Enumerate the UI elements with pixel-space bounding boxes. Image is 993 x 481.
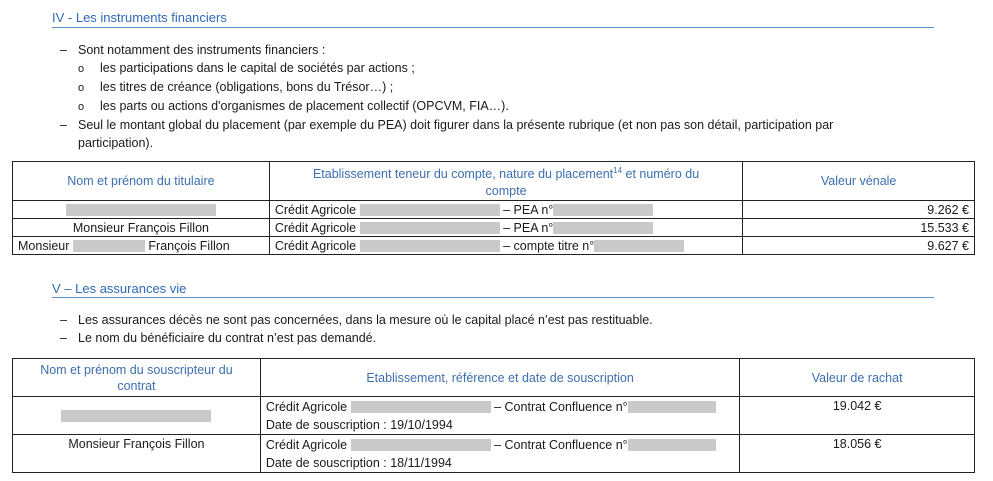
section-4-title: IV - Les instruments financiers <box>52 10 227 25</box>
table-header-row <box>13 359 975 397</box>
redaction-block <box>61 410 211 422</box>
circle-bullet-icon: o <box>78 82 85 94</box>
bullet-item: les participations dans le capital de sociétés par actions ; <box>100 61 415 75</box>
dash-bullet: – <box>60 43 67 57</box>
section-5-rule <box>52 297 934 298</box>
table-row <box>13 201 975 219</box>
table-row <box>13 435 975 473</box>
holder-name-redacted <box>13 201 270 219</box>
note-line: Seul le montant global du placement (par exemple du PEA) doit figurer dans la présente rubrique (et non pas son détail, participation par <box>78 118 834 132</box>
circle-bullet-icon: o <box>78 101 85 113</box>
redaction-block <box>594 240 684 252</box>
info-line: Le nom du bénéficiaire du contrat n’est pas demandé. <box>78 331 377 345</box>
dash-bullet: – <box>60 313 67 327</box>
redaction-block <box>628 401 716 413</box>
financial-instruments-table <box>12 161 975 255</box>
redaction-block <box>73 240 145 252</box>
value-cell: 9.627 € <box>743 237 975 255</box>
header-holder: Nom et prénom du titulaire <box>13 162 270 201</box>
info-line: Les assurances décès ne sont pas concernées, dans la mesure où le capital placé n’est pas restituable. <box>78 313 653 327</box>
account-details: Crédit Agricole – compte titre n° <box>269 237 742 255</box>
redaction-block <box>351 439 491 451</box>
header-establishment: Etablissement teneur du compte, nature du placement$^{14}$ et numéro du compte <box>269 162 742 201</box>
holder-name: Monsieur François Fillon <box>13 219 270 237</box>
redaction-block <box>553 222 653 234</box>
redaction-block <box>351 401 491 413</box>
header-value: Valeur de rachat <box>740 359 975 397</box>
redaction-block <box>553 204 653 216</box>
redaction-block <box>360 204 500 216</box>
subscriber-name: Monsieur François Fillon <box>13 435 261 473</box>
header-establishment: Etablissement, référence et date de souscription <box>260 359 739 397</box>
dash-bullet: – <box>60 118 67 132</box>
value-cell: 19.042 € <box>740 397 975 435</box>
redaction-block <box>628 439 716 451</box>
redaction-block <box>66 204 216 216</box>
subscriber-name-redacted <box>13 397 261 435</box>
redaction-block <box>360 240 500 252</box>
account-details: Crédit Agricole – PEA n° <box>269 219 742 237</box>
redaction-block <box>360 222 500 234</box>
contract-details: Crédit Agricole – Contrat Confluence n° Date de souscription : 18/11/1994 <box>260 435 739 473</box>
contract-details: Crédit Agricole – Contrat Confluence n° Date de souscription : 19/10/1994 <box>260 397 739 435</box>
note-line: participation). <box>78 136 154 150</box>
account-details: Crédit Agricole – PEA n° <box>269 201 742 219</box>
value-cell: 9.262 € <box>743 201 975 219</box>
value-cell: 18.056 € <box>740 435 975 473</box>
bullet-item: les titres de créance (obligations, bons du Trésor…) ; <box>100 80 394 94</box>
bullet-item: les parts ou actions d'organismes de placement collectif (OPCVM, FIA…). <box>100 99 509 113</box>
table-row <box>13 219 975 237</box>
section-4-rule <box>52 27 934 28</box>
dash-bullet: – <box>60 331 67 345</box>
intro-text: Sont notamment des instruments financiers : <box>78 43 326 57</box>
life-insurance-table <box>12 358 975 473</box>
circle-bullet-icon: o <box>78 63 85 75</box>
table-row <box>13 237 975 255</box>
holder-name: Monsieur François Fillon <box>13 237 270 255</box>
table-row <box>13 397 975 435</box>
table-header-row <box>13 162 975 201</box>
header-value: Valeur vénale <box>743 162 975 201</box>
header-subscriber: Nom et prénom du souscripteur du contrat <box>13 359 261 397</box>
section-5-title: V – Les assurances vie <box>52 281 187 296</box>
value-cell: 15.533 € <box>743 219 975 237</box>
